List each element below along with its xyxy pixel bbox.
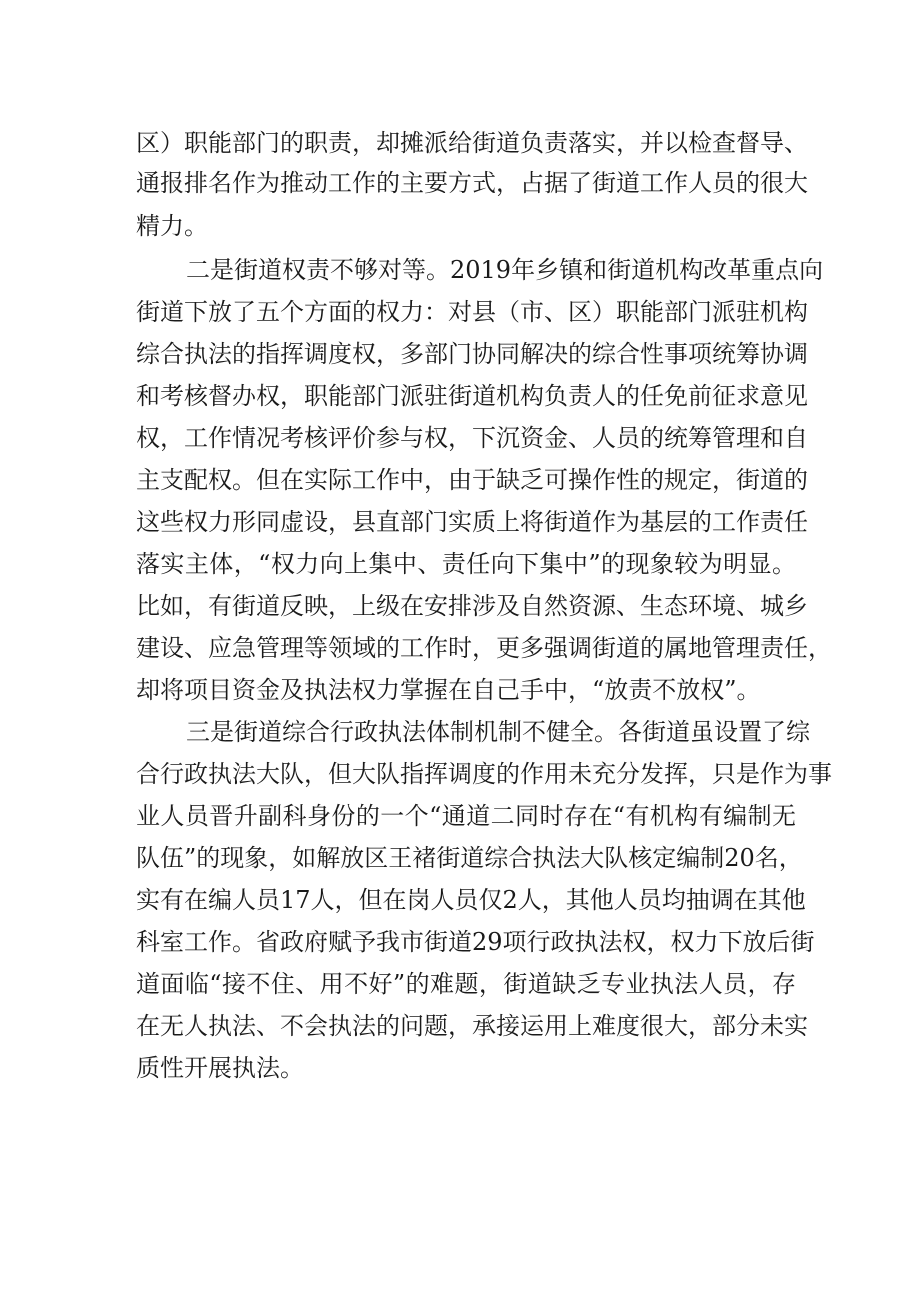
paragraph-line: 落实主体，“权力向上集中、责任向下集中”的现象较为明显。 xyxy=(136,550,796,578)
paragraph-line: 区）职能部门的职责，却摊派给街道负责落实，并以检查督导、 xyxy=(136,129,808,157)
paragraph-line: 权，工作情况考核评价参与权，下沉资金、人员的统筹管理和自 xyxy=(136,424,808,452)
paragraph-line: 和考核督办权，职能部门派驻街道机构负责人的任免前征求意见 xyxy=(136,382,808,410)
paragraph-line: 却将项目资金及执法权力掌握在自己手中，“放责不放权”。 xyxy=(136,676,761,704)
paragraph-line: 科室工作。省政府赋予我市街道29项行政执法权，权力下放后街 xyxy=(136,928,815,956)
paragraph-line: 二是街道权责不够对等。2019年乡镇和街道机构改革重点向 xyxy=(186,256,824,284)
paragraph-line: 比如，有街道反映，上级在安排涉及自然资源、生态环境、城乡 xyxy=(136,592,808,620)
paragraph-line: 三是街道综合行政执法体制机制不健全。各街道虽设置了综 xyxy=(186,718,810,746)
paragraph-line: 业人员晋升副科身份的一个“通道二同时存在“有机构有编制无 xyxy=(136,802,796,830)
paragraph-line: 队伍”的现象，如解放区王褚街道综合执法大队核定编制20名， xyxy=(136,844,803,872)
paragraph-line: 街道下放了五个方面的权力：对县（市、区）职能部门派驻机构 xyxy=(136,298,808,326)
paragraph-line: 实有在编人员17人，但在岗人员仅2人，其他人员均抽调在其他 xyxy=(136,886,806,914)
paragraph-line: 综合执法的指挥调度权，多部门协同解决的综合性事项统筹协调 xyxy=(136,340,808,368)
paragraph-line: 质性开展执法。 xyxy=(136,1054,304,1082)
paragraph-line: 精力。 xyxy=(136,212,208,240)
paragraph-line: 建设、应急管理等领域的工作时，更多强调街道的属地管理责任， xyxy=(136,634,832,662)
paragraph-line: 主支配权。但在实际工作中，由于缺乏可操作性的规定，街道的 xyxy=(136,466,808,494)
paragraph-line: 在无人执法、不会执法的问题，承接运用上难度很大，部分未实 xyxy=(136,1012,808,1040)
paragraph-line: 道面临“接不住、用不好”的难题，街道缺乏专业执法人员，存 xyxy=(136,970,796,998)
paragraph-line: 这些权力形同虚设，县直部门实质上将街道作为基层的工作责任 xyxy=(136,508,808,536)
paragraph-line: 通报排名作为推动工作的主要方式，占据了街道工作人员的很大 xyxy=(136,169,808,197)
paragraph-line: 合行政执法大队，但大队指挥调度的作用未充分发挥，只是作为事 xyxy=(136,760,832,788)
